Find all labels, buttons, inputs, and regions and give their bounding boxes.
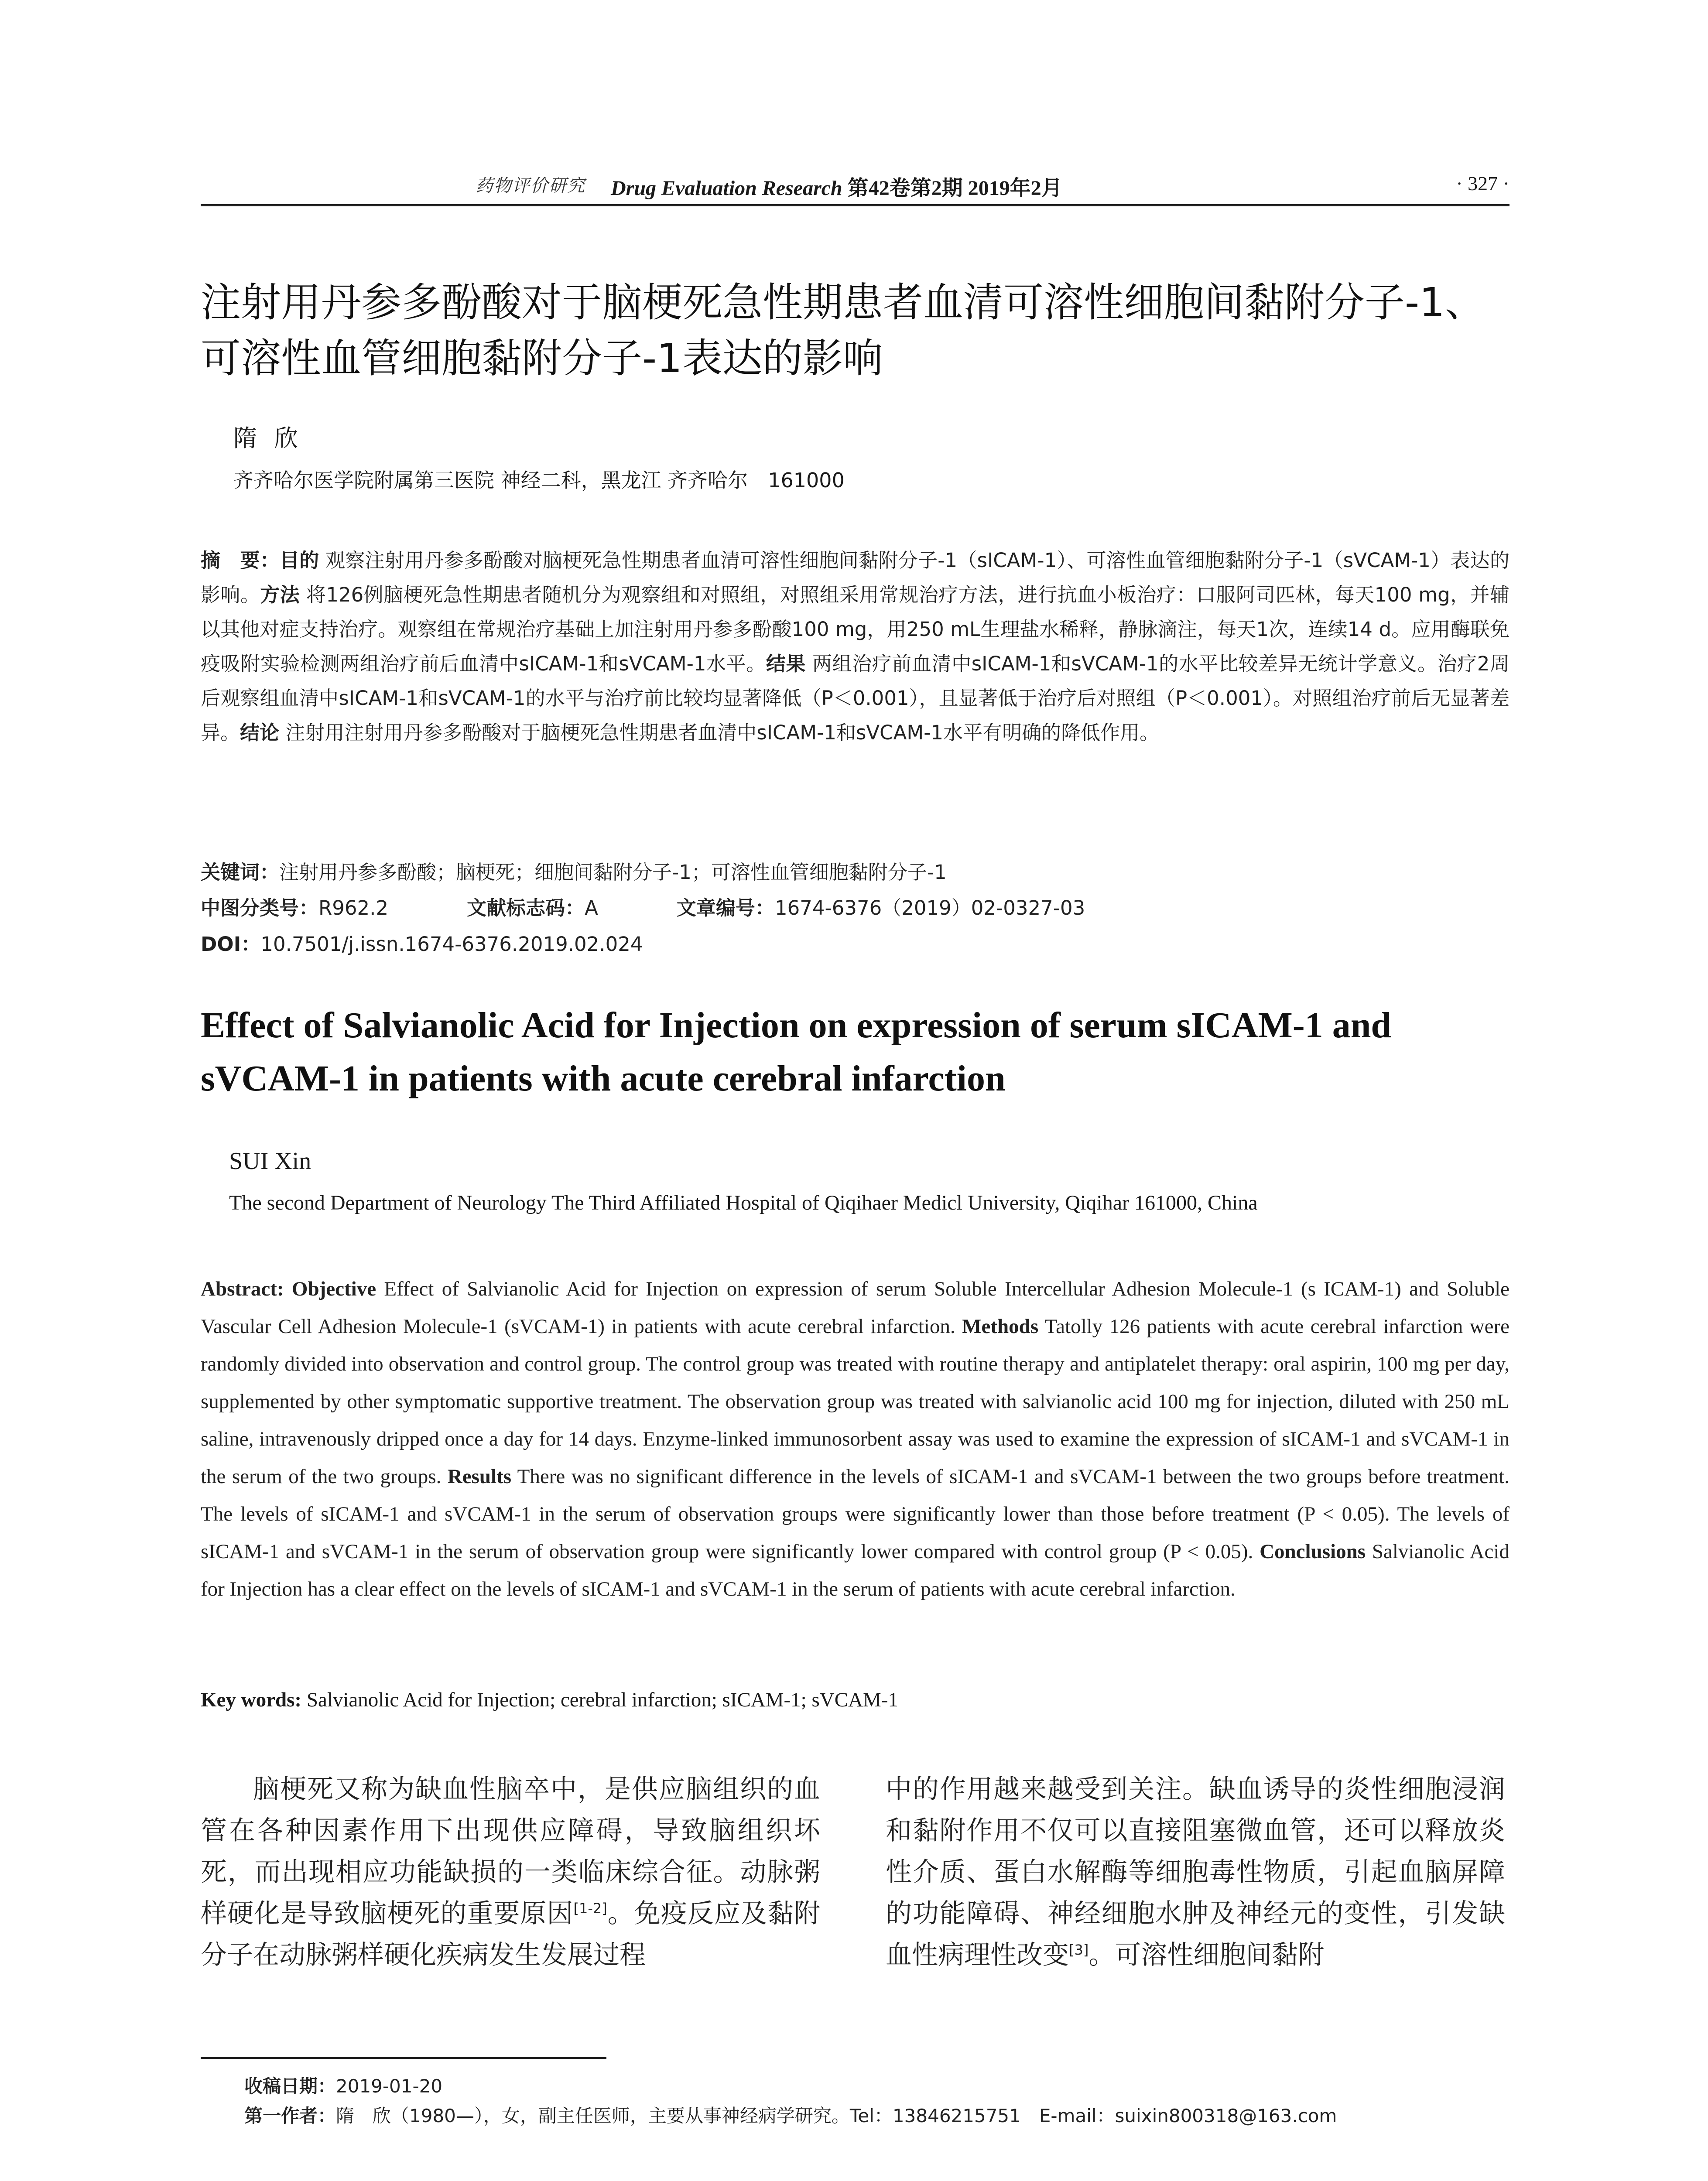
cn-clc-label: 中图分类号： (201, 896, 319, 920)
running-header (201, 171, 1509, 200)
journal-issue: 第42卷第2期 2019年2月 (847, 177, 1062, 200)
en-title-line-2: sVCAM-1 in patients with acute cerebral infarction (201, 1058, 1006, 1099)
cn-doi-label: DOI： (201, 933, 261, 956)
cn-author: 隋欣 (233, 424, 315, 452)
header-rule (201, 204, 1509, 206)
body-left-text-a: 脑梗死又称为缺血性脑卒中，是供应脑组织的血管在各种因素作用下出现供应障碍，导致脑组织坏死，而出现相应功能缺损的一类临床综合征。动脉粥样硬化是导致脑梗死的重要原因 (201, 1774, 820, 1929)
cn-conclusion-label: 结论 (240, 721, 280, 744)
cn-clc-value: R962.2 (318, 896, 389, 920)
cn-doi-row (201, 928, 1509, 957)
en-conclusions-label: Conclusions (1260, 1540, 1366, 1563)
citation-ref[interactable]: [1-2] (573, 1900, 607, 1917)
cn-results-text: 两组治疗前血清中sICAM-1和sVCAM-1的水平比较差异无统计学意义。治疗2周后观察组血清中sICAM-1和sVCAM-1的水平与治疗前比较均显著降低（P＜0.001），且显著低于治疗后对照组（P＜0.001）。对照组治疗前后无显著差异。 (201, 652, 1509, 744)
cn-doc-code-label: 文献标志码： (467, 896, 585, 920)
first-author-label: 第一作者： (244, 2105, 336, 2126)
body-column-left (201, 1769, 820, 1976)
received-date: 2019-01-20 (336, 2075, 443, 2097)
en-abstract-label: Abstract: (201, 1278, 284, 1300)
cn-title-line-1: 注射用丹参多酚酸对于脑梗死急性期患者血清可溶性细胞间黏附分子-1、 (201, 279, 1485, 326)
en-title (201, 999, 1509, 1105)
en-keywords-label: Key words: (201, 1689, 302, 1711)
footnote-received (244, 2072, 442, 2098)
cn-article-no-label: 文章编号： (676, 896, 775, 920)
cn-objective-label: 目的 (280, 549, 319, 572)
first-author-info: 隋 欣（1980—），女，副主任医师，主要从事神经病学研究。Tel：13846215751 E-mail：suixin800318@163.com (336, 2105, 1337, 2126)
en-abstract (201, 1270, 1509, 1608)
cn-classification-row (201, 892, 1509, 920)
en-author: SUI Xin (229, 1148, 311, 1175)
received-label: 收稿日期： (244, 2075, 336, 2097)
cn-objective-text: 观察注射用丹参多酚酸对脑梗死急性期患者血清可溶性细胞间黏附分子-1（sICAM-1）、可溶性血管细胞黏附分子-1（sVCAM-1）表达的影响。 (201, 549, 1509, 606)
en-results-text: There was no significant difference in the levels of sICAM-1 and sVCAM-1 between the two groups before treatment. The levels of sICAM-1 and sVCAM-1 in the serum of observation groups were significantly lower than those before treatment (P < 0.05). The levels of sICAM-1 and sVCAM-1 in the serum of observation group were significantly lower compared with control group (P < 0.05). (201, 1465, 1509, 1563)
page-number: · 327 · (1456, 172, 1509, 195)
citation-ref[interactable]: [3] (1069, 1942, 1089, 1958)
en-title-line-1: Effect of Salvianolic Acid for Injection on expression of serum sICAM-1 and (201, 1005, 1392, 1046)
cn-keywords (201, 856, 1509, 885)
cn-title-line-2: 可溶性血管细胞黏附分子-1表达的影响 (201, 335, 883, 382)
footnote-first-author (244, 2102, 1337, 2128)
cn-conclusion-text: 注射用注射用丹参多酚酸对于脑梗死急性期患者血清中sICAM-1和sVCAM-1水平有明确的降低作用。 (279, 721, 1160, 744)
cn-keywords-text: 注射用丹参多酚酸；脑梗死；细胞间黏附分子-1；可溶性血管细胞黏附分子-1 (279, 861, 947, 884)
cn-keywords-label: 关键词： (201, 861, 280, 884)
cn-results-label: 结果 (766, 652, 806, 675)
journal-logo: 药物评价研究 (476, 176, 585, 196)
body-right-text-a: 中的作用越来越受到关注。缺血诱导的炎性细胞浸润和黏附作用不仅可以直接阻塞微血管，还可以释放炎性介质、蛋白水解酶等细胞毒性物质，引起血脑屏障的功能障碍、神经细胞水肿及神经元的变性，引发缺血性病理性改变 (886, 1774, 1505, 1970)
en-keywords (201, 1688, 1509, 1712)
en-methods-label: Methods (962, 1315, 1039, 1338)
en-results-label: Results (447, 1465, 512, 1488)
en-objective-label: Objective (291, 1278, 377, 1300)
cn-doi-value: 10.7501/j.issn.1674-6376.2019.02.024 (260, 933, 643, 956)
cn-methods-text: 将126例脑梗死急性期患者随机分为观察组和对照组，对照组采用常规治疗方法，进行抗血小板治疗：口服阿司匹林，每天100 mg，并辅以其他对症支持治疗。观察组在常规治疗基础上加注射用丹参多酚酸100 mg，用250 mL生理盐水稀释，静脉滴注，每天1次，连续14 d。应用酶联免疫吸附实验检测两组治疗前后血清中sICAM-1和sVCAM-1水平。 (201, 583, 1509, 675)
en-objective-text: Effect of Salvianolic Acid for Injection on expression of serum Soluble Intercellular Adhesion Molecule-1 (s ICAM-1) and Soluble Vascular Cell Adhesion Molecule-1 (sVCAM-1) in patients with acute cerebral infarction. (201, 1278, 1510, 1338)
cn-abstract (201, 543, 1509, 750)
cn-methods-label: 方法 (260, 583, 300, 606)
cn-title (201, 275, 1531, 386)
en-keywords-text: Salvianolic Acid for Injection; cerebral infarction; sICAM-1; sVCAM-1 (301, 1689, 898, 1711)
en-methods-text: Tatolly 126 patients with acute cerebral infarction were randomly divided into observation and control group. The control group was treated with routine therapy and antiplatelet therapy: oral aspirin, 100 mg per day, supplemented by other symptomatic supportive treatment. The observation group was treated with salvianolic acid 100 mg for injection, diluted with 250 mL saline, intravenously dripped once a day for 14 days. Enzyme-linked immunosorbent assay was used to examine the expression of sICAM-1 and sVCAM-1 in the serum of the two groups. (201, 1315, 1509, 1488)
en-affiliation: The second Department of Neurology The Third Affiliated Hospital of Qiqihaer Medicl University, Qiqihar 161000, China (229, 1191, 1258, 1214)
en-conclusions-text: Salvianolic Acid for Injection has a clear effect on the levels of sICAM-1 and sVCAM-1 in the serum of patients with acute cerebral infarction. (201, 1540, 1509, 1600)
cn-affiliation: 齐齐哈尔医学院附属第三医院 神经二科，黑龙江 齐齐哈尔 161000 (233, 468, 845, 492)
footnote-rule (201, 2057, 606, 2059)
journal-name: Drug Evaluation Research (611, 177, 842, 200)
body-column-right (886, 1769, 1505, 1976)
cn-abstract-label: 摘 要： (201, 549, 280, 572)
cn-doc-code-value: A (585, 896, 598, 920)
body-right-text-b: 。可溶性细胞间黏附 (1088, 1940, 1325, 1970)
journal-citation (611, 171, 1062, 201)
body-left-text-b: 。免疫反应及黏附分子在动脉粥样硬化疾病发生发展过程 (201, 1898, 821, 1970)
cn-article-no-value: 1674-6376（2019）02-0327-03 (774, 896, 1085, 920)
